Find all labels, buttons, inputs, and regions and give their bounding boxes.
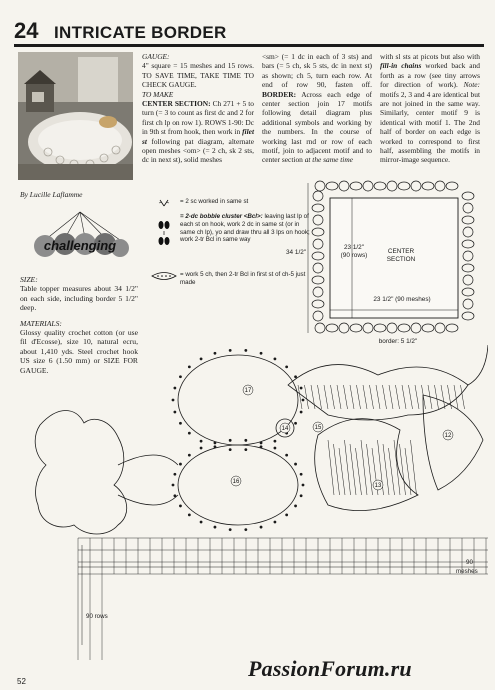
- picot: [173, 387, 176, 390]
- picot: [285, 365, 288, 368]
- stitch-hatch: [339, 448, 345, 495]
- picot: [285, 513, 288, 516]
- stitch-hatch: [370, 385, 374, 409]
- border-motif-shape: [326, 182, 338, 190]
- stitch-hatch: [461, 385, 465, 409]
- border-motif-shape: [463, 227, 473, 237]
- border-motif-shape: [312, 228, 324, 236]
- border-motif-shape: [313, 215, 323, 225]
- legend-text: = 2 sc worked in same st: [180, 198, 249, 205]
- border-motif-shape: [462, 288, 474, 296]
- border-motif-shape: [312, 252, 324, 260]
- border-motif-shape: [374, 324, 386, 332]
- filet-grid: [78, 538, 488, 660]
- picot: [294, 375, 297, 378]
- stitch-hatch: [328, 440, 334, 495]
- fill-in-chain: [468, 345, 488, 385]
- border-motif-shape: [312, 300, 324, 308]
- picot: [200, 521, 203, 524]
- lace-motif-left: [35, 411, 127, 535]
- picot: [244, 528, 247, 531]
- picot: [274, 357, 277, 360]
- center-section-text: [142, 99, 254, 165]
- picot: [260, 352, 263, 355]
- border-motif-shape: [326, 324, 338, 332]
- two-dc-same-st-icon: [150, 198, 178, 208]
- picot: [179, 422, 182, 425]
- center-section-label: CENTER SECTION: [386, 248, 416, 263]
- picot: [274, 447, 277, 450]
- picot: [294, 422, 297, 425]
- picot: [285, 454, 288, 457]
- stitch-hatch: [415, 385, 419, 409]
- picot: [300, 411, 303, 414]
- site-watermark: PassionForum.ru: [248, 656, 412, 681]
- picot: [229, 439, 232, 442]
- materials-text: Glossy quality crochet cotton (or use fil d'Ecosse), size 10, natural ecru, about 1,410 yds. Steel crochet hook US size 6 (1.50 mm) or SIZE FOR GAUGE.: [20, 328, 138, 375]
- stitch-hatch: [363, 385, 367, 409]
- picot: [173, 494, 176, 497]
- border-motif-shape: [339, 181, 349, 191]
- stitch-hatch: [311, 385, 315, 409]
- motif-number: 14: [281, 426, 289, 432]
- border-motif-shape: [462, 264, 474, 272]
- border-motif-shape: [387, 181, 397, 191]
- motif-12: [423, 395, 483, 490]
- picot: [294, 463, 297, 466]
- picot: [294, 505, 297, 508]
- border-motif-shape: [411, 323, 421, 333]
- stitch-hatch: [441, 385, 445, 409]
- border-motif-shape: [463, 251, 473, 261]
- border-motif-shape: [339, 323, 349, 333]
- stitch-hatch: [411, 440, 417, 495]
- picot: [173, 473, 176, 476]
- picot: [172, 484, 175, 487]
- size-text: Table topper measures about 34 1/2" on each side, including border 5 1/2" deep.: [20, 284, 138, 313]
- picot: [214, 352, 217, 355]
- bottom-dimension-label: 23 1/2" (90 meshes): [373, 296, 431, 303]
- col3-text-3: motifs 2, 3 and 4 are identical but are not joined in the same way. Similarly, center motif 9 is identical with motif 1. The 2nd half of border on each edge is worked to correspond to first half, assembling the motifs in mirror-image sequence.: [380, 89, 480, 165]
- center-section-heading: CENTER SECTION:: [142, 99, 211, 109]
- picot: [274, 521, 277, 524]
- size-heading: SIZE:: [20, 275, 38, 284]
- instructions-column-3: [380, 52, 480, 165]
- stitch-hatch: [383, 385, 387, 409]
- motif-number: 13: [374, 483, 382, 489]
- picot: [200, 440, 203, 443]
- stitch-hatch: [367, 444, 373, 495]
- stitch-hatch: [305, 385, 309, 409]
- border-motif-shape: [313, 191, 323, 201]
- picot: [244, 349, 247, 352]
- border-motif-shape: [315, 323, 325, 333]
- stitch-hatch: [324, 385, 328, 409]
- picot: [200, 447, 203, 450]
- to-make-heading: TO MAKE: [142, 89, 174, 99]
- col3-text-2: worked back and forth as a row (see tiny arrows for direction of work).: [380, 61, 480, 90]
- border-motif-shape: [315, 181, 325, 191]
- border-motif-shape: [463, 275, 473, 285]
- border-motif-shape: [462, 192, 474, 200]
- meshes-count-label: 90: [466, 559, 473, 566]
- stitch-hatch: [357, 385, 361, 409]
- picot: [214, 442, 217, 445]
- stitch-hatch: [356, 448, 362, 495]
- motif-17: [178, 355, 298, 445]
- crochet-chart: [28, 345, 488, 660]
- picot: [214, 526, 217, 529]
- picot: [274, 440, 277, 443]
- picot: [302, 399, 305, 402]
- col3-text-1: with sl sts at picots but also with: [380, 52, 480, 61]
- border-motif-shape: [313, 263, 323, 273]
- border-motif-shape: [313, 311, 323, 321]
- meshes-label: meshes: [456, 568, 478, 575]
- border-motif-shape: [411, 181, 421, 191]
- page-number: 52: [17, 677, 26, 686]
- border-motif-shape: [313, 287, 323, 297]
- stitch-hatch: [383, 444, 389, 495]
- stitch-hatch: [409, 385, 413, 409]
- stitch-hatch: [350, 385, 354, 409]
- badge-label: challenging: [43, 238, 117, 253]
- border-motif-shape: [446, 182, 458, 190]
- picot: [188, 432, 191, 435]
- stitch-hatch: [337, 385, 341, 409]
- instructions-column-1: [142, 52, 254, 165]
- border-motif-shape: [374, 182, 386, 190]
- stitch-hatch: [361, 440, 367, 495]
- picot: [244, 439, 247, 442]
- motif-15: [288, 365, 468, 420]
- picot: [179, 505, 182, 508]
- pattern-title-text: INTRICATE BORDER: [54, 23, 227, 42]
- stitch-hatch: [350, 444, 356, 495]
- difficulty-badge: [30, 210, 130, 280]
- project-photo: [18, 52, 133, 180]
- picot: [173, 411, 176, 414]
- note-label: Note:: [463, 80, 480, 90]
- stitch-hatch: [402, 385, 406, 409]
- border-motif-shape: [435, 323, 445, 333]
- stitch-hatch: [405, 448, 411, 495]
- border-motif-shape: [363, 181, 373, 191]
- fill-in-chain: [118, 455, 178, 465]
- designer-byline: By Lucille Laflamme: [20, 190, 83, 199]
- border-motif-shape: [350, 324, 362, 332]
- legend-bcl-title: = 2-dc bobble cluster <Bcl>:: [180, 213, 263, 220]
- stitch-hatch: [344, 385, 348, 409]
- border-depth-label: border: 5 1/2": [378, 338, 418, 345]
- fill-in-chains-term: fill-in chains: [380, 61, 422, 71]
- picot: [260, 526, 263, 529]
- legend-bcl-text: leaving last lp of each st on hook, work 2 dc in same st (or in same ch lp), yo and draw thru all 3 lps on hook; work 2-tr Bcl in same way: [180, 213, 310, 244]
- stitch-hatch: [400, 444, 406, 495]
- center-section-text-1: Ch 271 + 5 to turn (= 3 to count as first dc and 2 for first ch lp on row 1). ROWS 1-90: Dc in 9th st from hook, then work in: [142, 99, 254, 137]
- border-motif-shape: [350, 182, 362, 190]
- picot: [172, 399, 175, 402]
- rows-label: 90 rows: [86, 613, 108, 620]
- col2-text-1: <sm> (= 1 dc in each of 3 sts) and bars (= 5 ch, sk 5 sts, dc in next st) as shown; ch 5, turn each row. At end of row 90, fasten off.: [262, 52, 372, 90]
- picot: [214, 445, 217, 448]
- border-motif-shape: [398, 324, 410, 332]
- border-motif-shape: [363, 323, 373, 333]
- picot: [200, 357, 203, 360]
- stitch-hatch: [389, 385, 393, 409]
- stitch-hatch: [376, 385, 380, 409]
- border-motif-shape: [462, 312, 474, 320]
- picot: [188, 365, 191, 368]
- stitch-hatch: [318, 385, 322, 409]
- picot: [188, 454, 191, 457]
- border-motif-shape: [463, 299, 473, 309]
- border-motif-shape: [462, 216, 474, 224]
- picot: [179, 375, 182, 378]
- motif-13: [315, 419, 418, 511]
- picot: [244, 448, 247, 451]
- border-motif-shape: [313, 239, 323, 249]
- filet-st-term: filet st: [142, 127, 254, 146]
- stitch-hatch: [448, 385, 452, 409]
- gauge-text: 4" square = 15 meshes and 15 rows. TO SAVE TIME, TAKE TIME TO CHECK GAUGE.: [142, 61, 254, 90]
- border-motif-shape: [462, 240, 474, 248]
- picot: [300, 387, 303, 390]
- picot: [260, 442, 263, 445]
- border-motif-shape: [387, 323, 397, 333]
- border-motif-shape: [446, 324, 458, 332]
- same-time-term: at the same time: [304, 155, 353, 165]
- center-section-text-2: following pat diagram, alternate open meshes <om> (= 2 ch, sk 2 sts, dc in next st), solid meshes: [142, 136, 254, 165]
- border-motif-shape: [463, 203, 473, 213]
- picot: [179, 463, 182, 466]
- picot: [300, 473, 303, 476]
- motif-number: 16: [232, 479, 240, 485]
- stitch-hatch: [345, 440, 351, 495]
- border-motif-shape: [312, 276, 324, 284]
- pattern-number: 24: [14, 18, 39, 43]
- picot: [229, 448, 232, 451]
- border-motif-shape: [422, 182, 434, 190]
- stitch-hatch: [389, 448, 395, 495]
- picot: [229, 349, 232, 352]
- picot: [302, 484, 305, 487]
- border-motif-shape: [312, 204, 324, 212]
- stitch-hatch: [435, 385, 439, 409]
- border-motif-shape: [435, 181, 445, 191]
- picot: [229, 528, 232, 531]
- stitch-hatch: [331, 385, 335, 409]
- border-heading: BORDER:: [262, 89, 297, 99]
- motif-number: 12: [444, 433, 452, 439]
- border-motif-shape: [422, 324, 434, 332]
- picot: [300, 494, 303, 497]
- inner-rows-value: (90 rows): [340, 251, 368, 259]
- picot: [188, 513, 191, 516]
- stitch-hatch: [334, 444, 340, 495]
- col2-text-2: Across each edge of center section join 17 motifs following detail diagram plus additional symbols and working by the numbers. In the course of working last rnd or row of each motif, join to adjacent motif and to center section: [262, 89, 372, 165]
- instructions-column-2: [262, 52, 372, 165]
- title-divider: [14, 44, 484, 47]
- left-dimension-label: 34 1/2": [286, 249, 307, 256]
- legend-text: = work 5 ch, then 2-tr Bcl in first st of ch-5 just made: [180, 271, 306, 286]
- stitch-hatch: [396, 385, 400, 409]
- gauge-heading: GAUGE:: [142, 52, 170, 61]
- bobble-cluster-icon: [150, 213, 178, 253]
- materials-heading: MATERIALS:: [20, 318, 62, 328]
- inner-width-value: 23 1/2": [343, 244, 365, 251]
- pattern-title: [14, 20, 484, 46]
- border-motif-shape: [398, 182, 410, 190]
- fill-in-chain: [118, 495, 178, 505]
- motif-number: 15: [314, 425, 322, 431]
- work-ch-icon: [150, 271, 178, 281]
- motif-number: 17: [244, 388, 252, 394]
- picot: [260, 445, 263, 448]
- inner-width-label: [334, 244, 374, 259]
- assembly-schematic: [286, 168, 490, 353]
